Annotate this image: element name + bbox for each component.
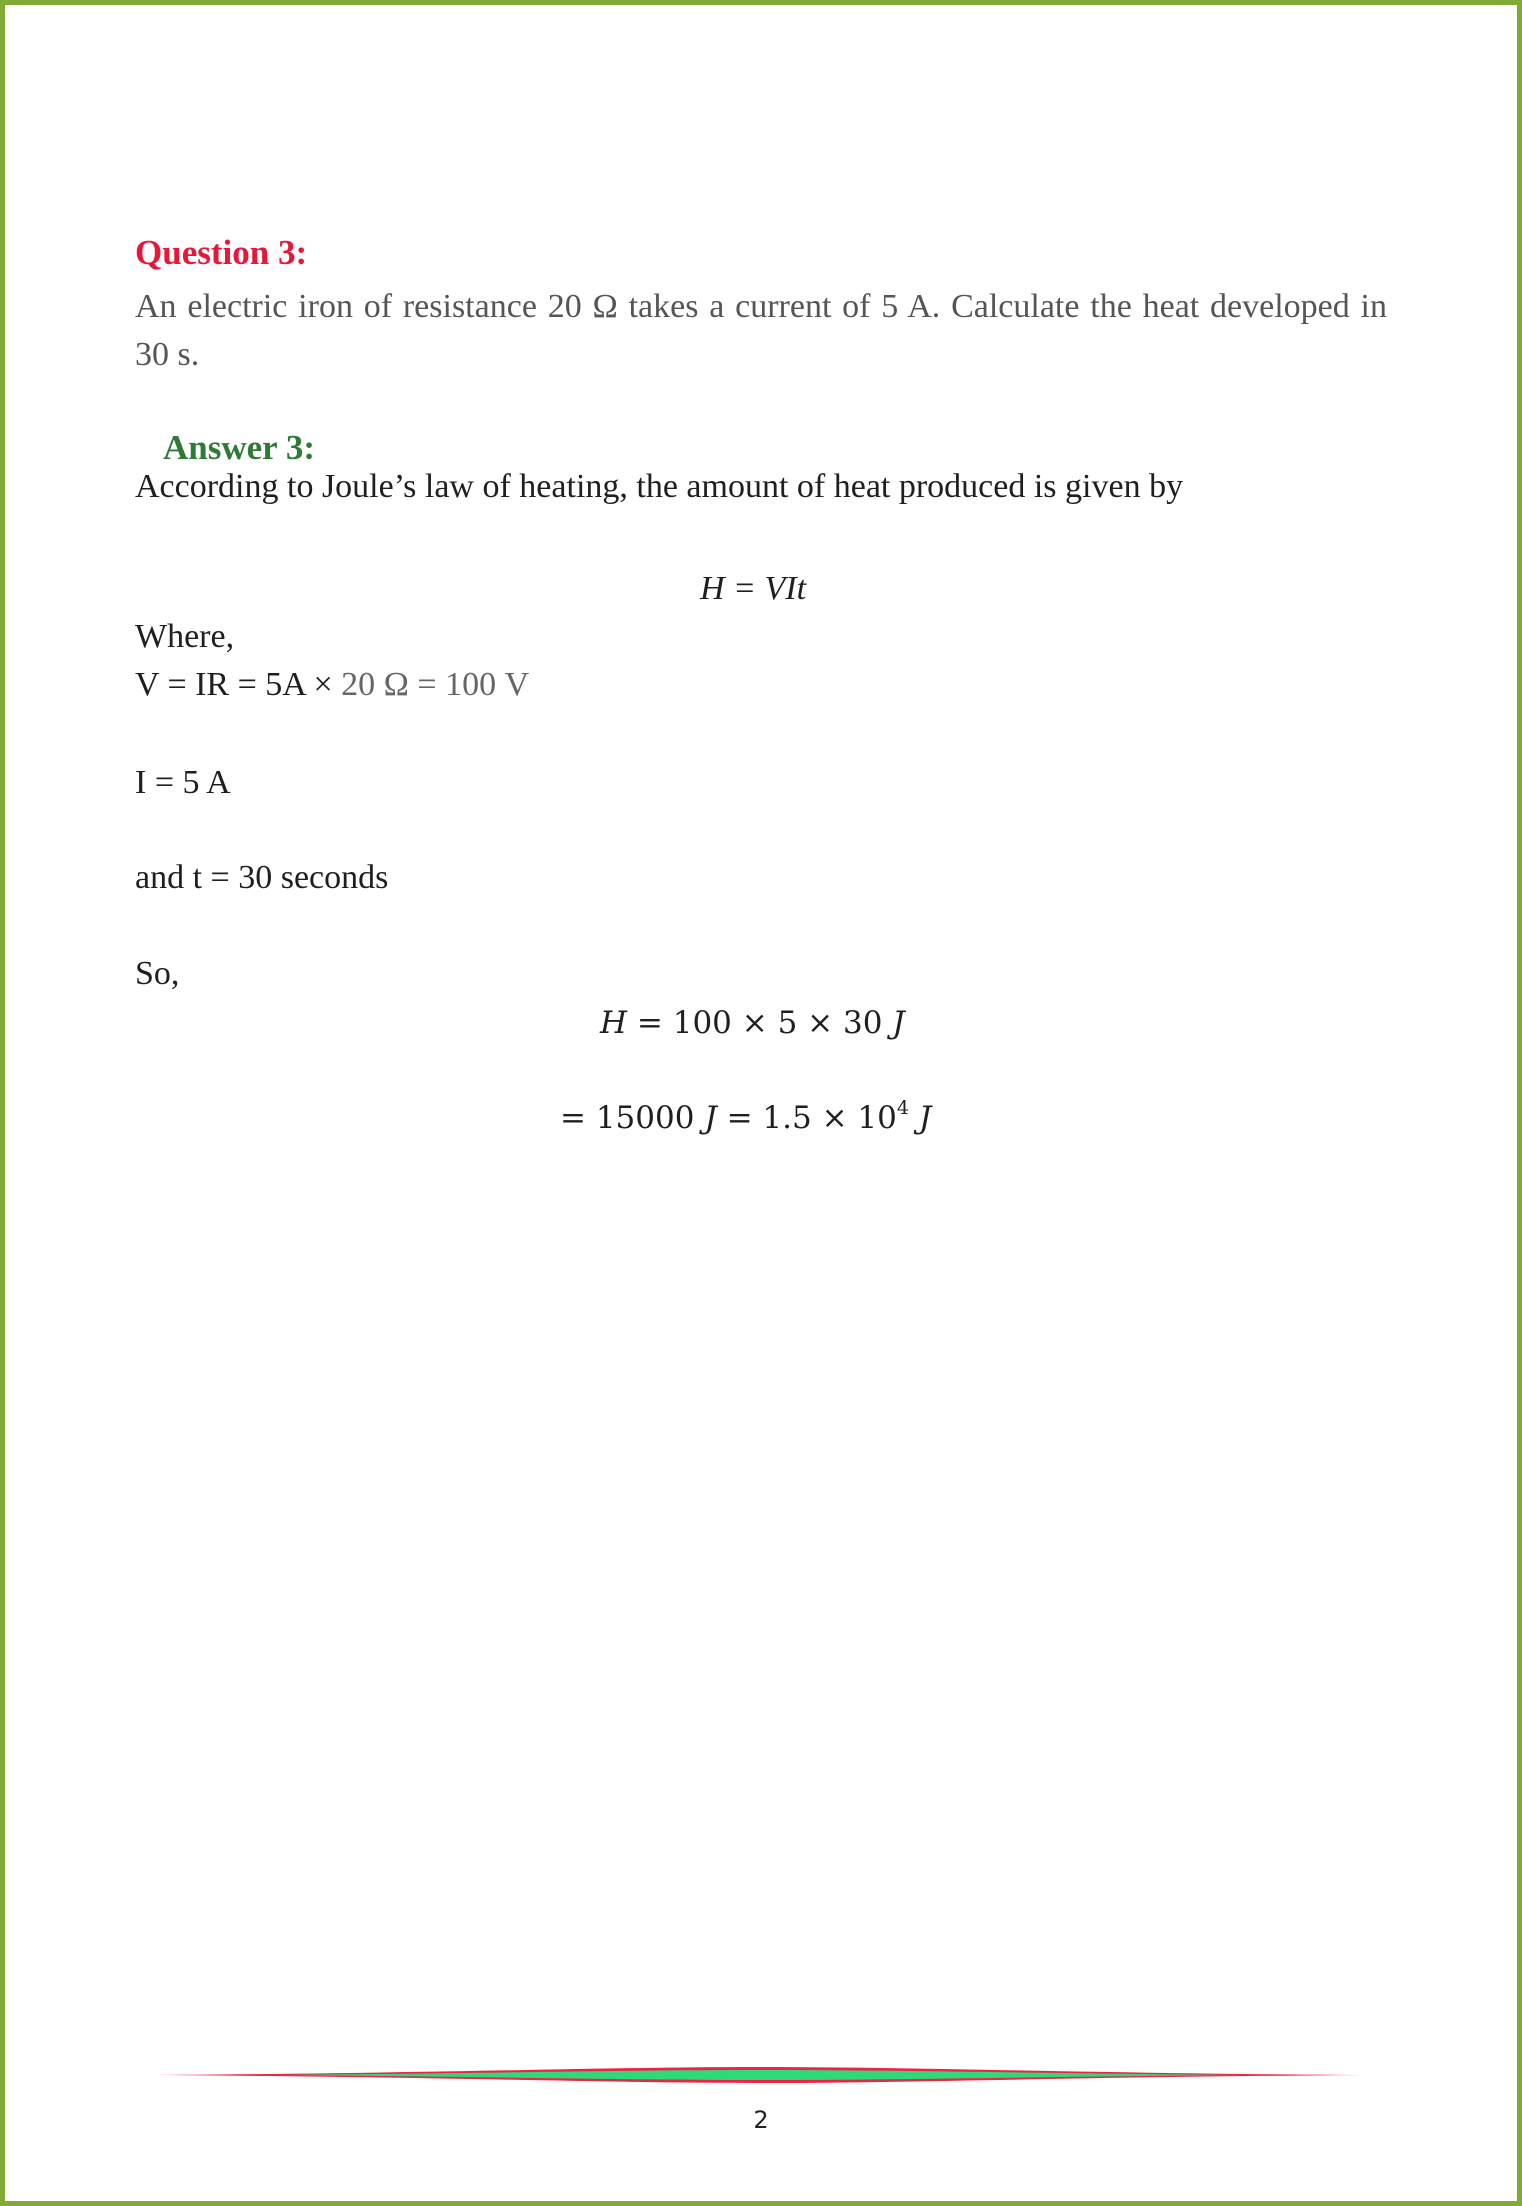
calc-line-2: [560, 1097, 932, 1136]
question-heading: Question 3:: [135, 233, 308, 272]
calc-line-2-part2: = 1.5 × 10: [716, 1100, 897, 1136]
time-line: and t = 30 seconds: [135, 859, 389, 896]
answer-intro: According to Joule’s law of heating, the amount of heat produced is given by: [135, 468, 1184, 505]
so-label: So,: [135, 955, 180, 992]
voltage-line: [135, 668, 529, 702]
calc-line-2-part1: = 15000: [560, 1100, 705, 1136]
calc-line-2-unit1: J: [704, 1100, 717, 1136]
question-text: An electric iron of resistance 20 Ω takes a current of 5 A. Calculate the heat developed in 30 s.: [135, 288, 1387, 373]
calc-line-1-unit: J: [892, 1005, 905, 1041]
calc-line-1-lhs: H: [600, 1005, 628, 1041]
page-number: 2: [753, 2106, 769, 2134]
answer-heading: Answer 3:: [163, 428, 315, 467]
calc-line-2-exponent: 4: [896, 1097, 909, 1119]
voltage-line-part1: V = IR = 5A ×: [135, 666, 342, 703]
where-label: Where,: [135, 618, 235, 655]
current-line: I = 5 A: [135, 764, 231, 801]
voltage-line-part2: 20 Ω = 100 V: [341, 666, 530, 703]
calc-line-1: [600, 1005, 905, 1041]
calc-line-1-rhs: = 100 × 5 × 30: [627, 1005, 893, 1041]
footer-decorative-rule: [155, 2062, 1365, 2088]
formula-joule: H = VIt: [700, 570, 807, 607]
calc-line-2-unit2: J: [918, 1100, 932, 1136]
